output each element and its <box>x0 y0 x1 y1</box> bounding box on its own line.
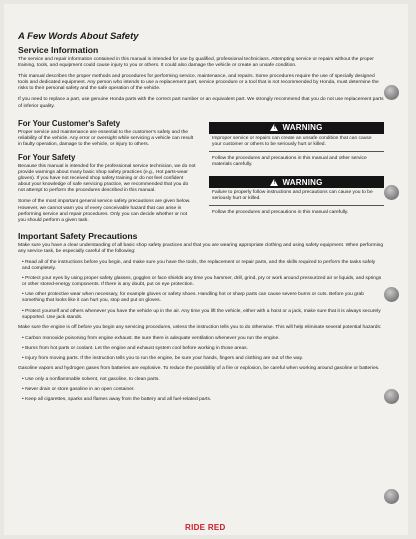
warning-text: Improper service or repairs can create an unsafe condition that can cause your customer or others to be seriously hurt or killed. <box>212 135 372 147</box>
warning-follow-text: Follow the procedures and precautions in this manual carefully. <box>212 210 349 216</box>
gasoline-bullet: • Never drain or store gasoline in an open container. <box>22 387 135 393</box>
warning-divider <box>209 205 384 206</box>
precaution-bullet: • Protect yourself and others whenever you have the vehicle up in the air. Any time you lift the vehicle, either with a hoist or a jack, make sure that it is always securely supported. Use jack stands. <box>22 308 381 320</box>
gasoline-bullet: • Use only a nonflammable solvent, not gasoline, to clean parts. <box>22 377 160 383</box>
service-info-paragraph-3: If you need to replace a part, use genuine Honda parts with the correct part number or an equivalent part. We strongly recommend that you do not use replacement parts of inferior quality. <box>18 97 384 109</box>
precaution-bullet: • Protect your eyes by using proper safety glasses, goggles or face shields any time you hammer, drill, grind, pry or work around pressurized air or liquids, and springs or other stored-energy components. If there is any doubt, put on eye protection. <box>22 276 382 288</box>
engine-hazard-bullet: • Injury from moving parts. If the instruction tells you to run the engine, be sure your hands, fingers and clothing are out of the way. <box>22 356 304 361</box>
binder-hole-2 <box>384 185 399 200</box>
warning-header <box>209 176 384 188</box>
manual-page <box>4 4 408 535</box>
precaution-bullet: • Read all of the instructions before you begin, and make sure you have the tools, the replacement or repair parts, and the skills required to perform the tasks safely and completely. <box>22 259 376 272</box>
warning-box-technician <box>209 176 384 216</box>
binder-hole-1 <box>384 85 399 100</box>
service-info-paragraph-2: This manual describes the proper methods and procedures for performing service, maintenance, and repairs. Some procedures require the use of specially designed tools and dedicated equipment. Any person who intends to use a replacement part, service procedure or a tool that is not recommended by Honda, must determine the risks to their personal safety and the safe operation of the vehicle. <box>18 74 379 92</box>
engine-off-intro: Make sure the engine is off before you begin any servicing procedures, unless the instruction tells you to do otherwise. This will help eliminate several potential hazards: <box>18 324 382 330</box>
customer-safety-heading: For Your Customer's Safety <box>18 118 121 128</box>
precautions-heading: Important Safety Precautions <box>18 230 138 241</box>
precautions-intro: Make sure you have a clear understanding of all basic shop safety practices and that you are wearing appropriate clothing and using safety equipment. When performing any service task, be especially careful of the following: <box>18 242 384 254</box>
gasoline-bullet: • Keep all cigarettes, sparks and flames away from the battery and all fuel-related parts. <box>22 397 212 403</box>
service-info-paragraph-1: The service and repair information contained in this manual is intended for use by qualified, professional technicians. Attempting service or repairs without the proper training, tools, and equipment could cause injury to you or others. It could also damage the vehicle or create an unsafe condition. <box>18 57 374 69</box>
safety-left-column <box>18 115 196 229</box>
warning-triangle-icon <box>270 179 278 186</box>
safety-right-column <box>209 115 384 223</box>
brand-footer: RIDE RED <box>185 523 226 532</box>
your-safety-heading: For Your Safety <box>18 152 76 162</box>
your-safety-paragraph-2: Some of the most important general service safety precautions are given below. However, we cannot warn you of every conceivable hazard that can arise in performing service and repair procedures. Only you can decide whether or not you should perform a given task. <box>18 199 191 223</box>
warning-box-customer <box>209 122 384 168</box>
page-title: A Few Words About Safety <box>18 31 139 42</box>
your-safety-paragraph-1: Because this manual is intended for the professional service technician, we do not provide warnings about many basic shop safety practices (e.g., Hot parts-wear gloves). If you have not received shop safety training or do not feel confident about your knowledge of safe servicing practice, we recommended that you do not attempt to perform the procedures described in this manual. <box>18 163 196 194</box>
warning-triangle-icon <box>270 124 278 131</box>
precaution-bullet: • Use other protective wear when necessary, for example gloves or safety shoes. Handling hot or sharp parts can cause severe burns or cuts. Before you grab something that looks like it can hurt you, stop and put on gloves. <box>22 292 364 304</box>
warning-text: Failure to properly follow instructions and precautions can cause you to be seriously hurt or killed. <box>212 190 373 202</box>
warning-divider <box>209 151 384 152</box>
warning-label: WARNING <box>282 177 323 187</box>
warning-header <box>209 122 384 134</box>
binder-hole-4 <box>384 389 399 404</box>
warning-follow-text: Follow the procedures and precautions in this manual and other service materials carefully. <box>212 155 367 167</box>
service-info-heading: Service Information <box>18 45 99 55</box>
binder-hole-5 <box>384 489 399 504</box>
customer-safety-paragraph: Proper service and maintenance are essential to the customer's safety and the reliability of the vehicle. Any error or oversight while servicing a vehicle can result in faulty operation, damage to the vehicle, or injury to others. <box>18 129 194 147</box>
warning-label: WARNING <box>282 123 323 133</box>
safety-columns <box>18 115 384 229</box>
page-content <box>18 31 384 407</box>
gasoline-intro: Gasoline vapors and hydrogen gases from batteries are explosive. To reduce the possibility of a fire or explosion, be careful when working around gasoline or batteries. <box>18 366 380 372</box>
engine-hazard-bullet: • Burns from hot parts or coolant. Let the engine and exhaust system cool before working in those areas. <box>22 345 248 351</box>
binder-hole-3 <box>384 287 399 302</box>
engine-hazard-bullet: • Carbon monoxide poisoning from engine exhaust. Be sure there is adequate ventilation whenever you run the engine. <box>22 335 280 341</box>
